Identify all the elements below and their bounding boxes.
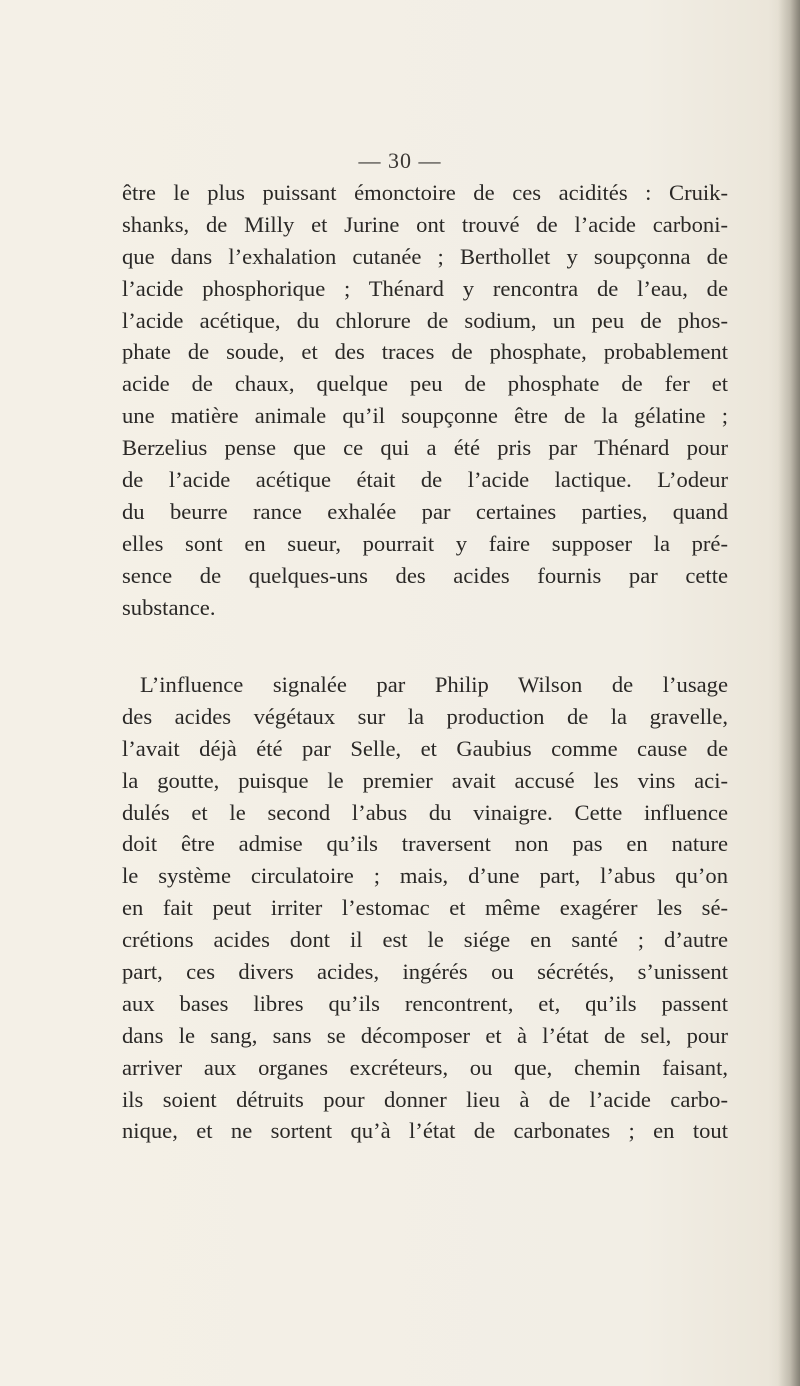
text-line: part, ces divers acides, ingérés ou sécrétés, s’unissent bbox=[122, 959, 728, 985]
text-line: l’acide acétique, du chlorure de sodium, un peu de phos- bbox=[122, 307, 728, 333]
text-line: dans le sang, sans se décomposer et à l’état de sel, pour bbox=[122, 1022, 728, 1048]
text-line: le système circulatoire ; mais, d’une part, l’abus qu’on bbox=[122, 863, 728, 889]
text-line: arriver aux organes excréteurs, ou que, chemin faisant, bbox=[122, 1054, 728, 1080]
page-number: — 30 — bbox=[358, 148, 442, 173]
text-line: de l’acide acétique était de l’acide lactique. L’odeur bbox=[122, 467, 728, 493]
page-edge-shadow bbox=[778, 0, 800, 1386]
text-line: ils soient détruits pour donner lieu à de l’acide carbo- bbox=[122, 1086, 728, 1112]
text-line: crétions acides dont il est le siége en santé ; d’autre bbox=[122, 927, 728, 953]
text-line: L’influence signalée par Philip Wilson de l’usage bbox=[140, 672, 728, 697]
text-line: la goutte, puisque le premier avait accusé les vins aci- bbox=[122, 767, 728, 793]
text-line: du beurre rance exhalée par certaines parties, quand bbox=[122, 498, 728, 524]
text-line: phate de soude, et des traces de phosphate, probablement bbox=[122, 339, 728, 365]
text-line: dulés et le second l’abus du vinaigre. Cette influence bbox=[122, 799, 728, 825]
text-line: l’acide phosphorique ; Thénard y rencontra de l’eau, de bbox=[122, 275, 728, 301]
text-line: une matière animale qu’il soupçonne être de la gélatine ; bbox=[122, 403, 728, 429]
text-line: shanks, de Milly et Jurine ont trouvé de l’acide carboni- bbox=[122, 211, 728, 237]
text-line: substance. bbox=[122, 594, 216, 620]
text-line: aux bases libres qu’ils rencontrent, et, qu’ils passent bbox=[122, 990, 728, 1016]
text-line: sence de quelques-uns des acides fournis par cette bbox=[122, 562, 728, 588]
paragraph-1 bbox=[122, 177, 728, 623]
text-line: acide de chaux, quelque peu de phosphate de fer et bbox=[122, 371, 728, 397]
text-line: Berzelius pense que ce qui a été pris par Thénard pour bbox=[122, 435, 728, 461]
text-line: que dans l’exhalation cutanée ; Berthollet y soupçonna de bbox=[122, 243, 728, 269]
text-line: elles sont en sueur, pourrait y faire supposer la pré- bbox=[122, 530, 728, 556]
text-line: nique, et ne sortent qu’à l’état de carbonates ; en tout bbox=[122, 1118, 728, 1144]
text-line: en fait peut irriter l’estomac et même exagérer les sé- bbox=[122, 895, 728, 921]
text-line: être le plus puissant émonctoire de ces acidités : Cruik- bbox=[122, 180, 728, 205]
paragraph-2 bbox=[122, 669, 728, 1147]
text-line: doit être admise qu’ils traversent non pas en nature bbox=[122, 831, 728, 857]
text-line: l’avait déjà été par Selle, et Gaubius comme cause de bbox=[122, 735, 728, 761]
text-line: des acides végétaux sur la production de la gravelle, bbox=[122, 703, 728, 729]
